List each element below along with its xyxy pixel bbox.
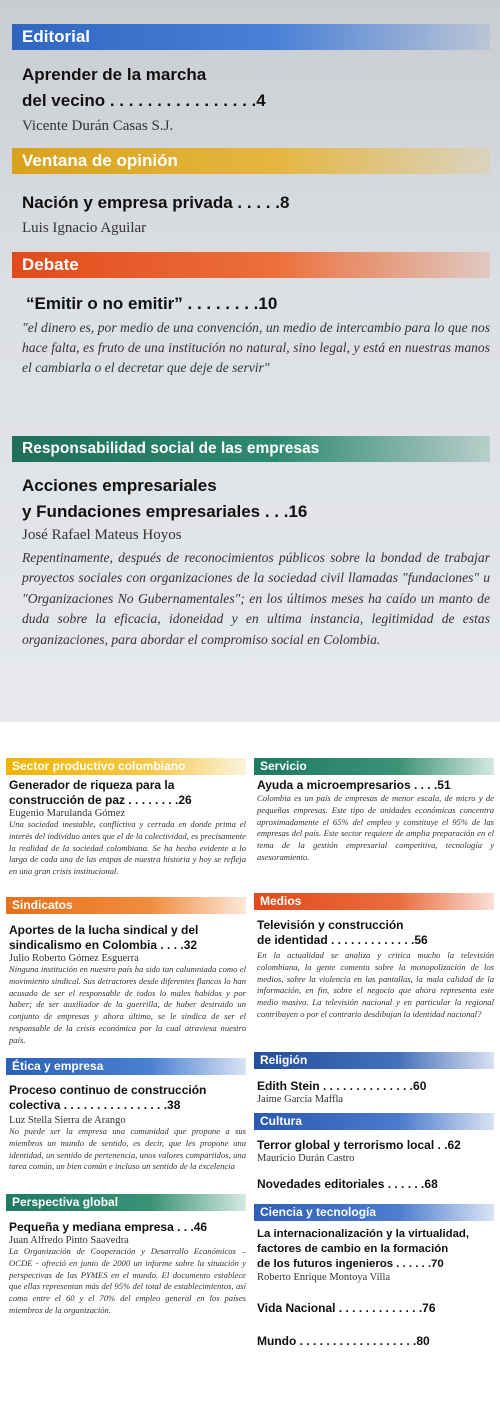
section-band-sindicatos — [6, 897, 246, 914]
article-title[interactable]: Televisión y construcción de identidad . . . . . . . . . . . . .56 — [257, 918, 428, 947]
section-label: Ciencia y tecnología — [260, 1205, 377, 1219]
article-title[interactable]: Mundo . . . . . . . . . . . . . . . . . .80 — [257, 1334, 430, 1348]
section-label: Debate — [22, 255, 79, 274]
article-title[interactable]: Edith Stein . . . . . . . . . . . . . .60 — [257, 1079, 427, 1093]
article-title[interactable]: Proceso continuo de construcción colectiva . . . . . . . . . . . . . . . .38 — [9, 1083, 207, 1112]
article-author: Mauricio Durán Castro — [257, 1153, 355, 1164]
section-label: Perspectiva global — [12, 1195, 119, 1209]
article-title[interactable]: “Emitir o no emitir” . . . . . . . .10 — [26, 294, 278, 313]
article-author: Julio Roberto Gómez Esguerra — [9, 953, 139, 964]
article-title[interactable]: Generador de riqueza para la construcción de paz . . . . . . . .26 — [9, 778, 192, 807]
article-title-line[interactable]: Acciones empresariales — [22, 476, 217, 495]
section-band-ventana-de-opinion — [12, 148, 490, 174]
article-title[interactable]: Novedades editoriales . . . . . .68 — [257, 1177, 438, 1191]
section-label: Sindicatos — [12, 898, 73, 912]
article-title[interactable]: Vida Nacional . . . . . . . . . . . . .76 — [257, 1301, 436, 1315]
section-label: Ventana de opinión — [22, 151, 178, 170]
article-summary: Repentinamente, después de reconocimientos públicos sobre la bondad de trabajar proyectos sociales con organizaciones de la sociedad civil llamadas "fundaciones" u "Organizaciones No Gubernamentales"; en los últimos meses ha caído un manto de duda sobre la eficacia, idoneidad y en ultima instancia, legitimidad de estas organizaciones, para abordar el compromiso social en Colombia. — [22, 550, 490, 647]
article-author: Eugenio Marulanda Gómez — [9, 808, 126, 819]
article-summary: La Organización de Cooperación y Desarrollo Económicos – OCDE - ofreció en junio de 2000 un informe sobre la situación y perspectivas de las PYMES en el mundo. El documento establece que ellas representan más del 95% del total de establecimientos, así como entre el 60 y el 70% del empleo general en los países miembros de la organización. — [9, 1246, 246, 1315]
section-band-editorial — [12, 24, 490, 50]
section-label: Ética y empresa — [12, 1059, 104, 1073]
article-title-line[interactable]: y Fundaciones empresariales . . .16 — [22, 502, 308, 521]
article-title[interactable]: Pequeña y mediana empresa . . .46 — [9, 1220, 208, 1234]
article-author: Juan Alfredo Pinto Saavedra — [9, 1235, 129, 1246]
article-title-line[interactable]: Aprender de la marcha — [22, 65, 207, 84]
section-band-sector-productivo — [6, 758, 246, 775]
section-label: Sector productivo colombiano — [12, 759, 186, 773]
article-author: Roberto Enrique Montoya Villa — [257, 1272, 391, 1283]
left-column — [6, 758, 246, 1317]
article-summary: Colombia es un país de empresas de menor escala, de micro y de pequeñas empresas. Este tipo de unidades económicas concentra aproximadamente el 65% del empleo y constituye el 95% de las empresas del país. Este sector requiere de amplia preparación en el tema de la gestión empresarial competitiva, tecnología y asesoramiento. — [257, 793, 494, 862]
article-author: Jaime García Maffla — [257, 1094, 344, 1105]
article-author: Vicente Durán Casas S.J. — [22, 118, 174, 134]
article-quote: "el dinero es, por medio de una convención, un medio de intercambio para lo que nos hace falta, es fruto de una institución no natural, sino legal, y está en nuestras manos el cambiarla o el decretar que deje de servir" — [22, 320, 490, 375]
article-title-line[interactable]: del vecino . . . . . . . . . . . . . . . .4 — [22, 91, 266, 110]
article-title[interactable]: Aportes de la lucha sindical y del sindicalismo en Colombia . . . .32 — [9, 923, 199, 952]
article-summary: Una sociedad inestable, conflictiva y cerrada en donde prima el interés del individuo antes que el de la colectividad, es precisamente la realidad de la sociedad colombiana. Se ha hecho evidente a lo largo de cada una de las etapas de nuestra historia y hoy se refleja en una gran crisis institucional. — [9, 819, 246, 877]
section-label: Editorial — [22, 27, 91, 46]
article-summary: Ninguna institución en nuestro país ha sido tan calumniada como el movimiento sindical. Sus detractores desde diferentes flancos lo han acusado de ser el responsable de todos lo males habidos y por haber; de ser auxiliador de la guerrilla, de haber destruido un conjunto de empresas y ahora último, se le sindica de ser el responsable de la crisis económica por la cual atraviesa nuestro país. — [9, 964, 246, 1045]
section-label: Medios — [260, 894, 302, 908]
article-title[interactable]: Terror global y terrorismo local . .62 — [257, 1138, 461, 1152]
section-band-cultura — [254, 1113, 494, 1130]
article-author: Luis Ignacio Aguilar — [22, 220, 147, 236]
right-column — [254, 758, 494, 1349]
section-band-medios — [254, 893, 494, 910]
section-band-etica-y-empresa — [6, 1058, 246, 1075]
section-label: Servicio — [260, 759, 307, 773]
section-band-ciencia-y-tecnologia — [254, 1204, 494, 1221]
article-title[interactable]: Nación y empresa privada . . . . .8 — [22, 193, 290, 212]
section-label: Religión — [260, 1053, 308, 1067]
article-author: José Rafael Mateus Hoyos — [22, 527, 182, 543]
section-band-debate — [12, 252, 490, 278]
article-summary: No puede ser la empresa una comunidad que propone a sus miembros un mundo de sentido, es decir, que les propone una identidad, un sentido de pertenencia, unos valores compartidos, una tarea común, un bien común e incluso un sentido de la excelencia — [9, 1126, 246, 1172]
article-author: Luz Stella Sierra de Arango — [9, 1115, 126, 1126]
section-label: Cultura — [260, 1114, 302, 1128]
section-label: Responsabilidad social de las empresas — [22, 440, 320, 457]
section-band-responsabilidad-social — [12, 436, 490, 462]
section-band-perspectiva-global — [6, 1194, 246, 1211]
section-band-religion — [254, 1052, 494, 1069]
article-title[interactable]: La internacionalización y la virtualidad, factores de cambio en la formación de los futuros ingenieros . . . . . .70 — [257, 1228, 470, 1270]
article-summary: En la actualidad se analiza y critica mucho la televisión colombiana, la gente comenta sobre la monopolización de los medios, sobre la violencia en las pantallas, la mala calidad de la información, en fin, sobre el negocio que ahora representa este medio masivo. La televisión nacional y en particular la regional contribuyen o por el contrario desdibujan la identidad nacional? — [257, 950, 494, 1019]
article-title[interactable]: Ayuda a microempresarios . . . .51 — [257, 778, 451, 792]
section-band-servicio — [254, 758, 494, 775]
